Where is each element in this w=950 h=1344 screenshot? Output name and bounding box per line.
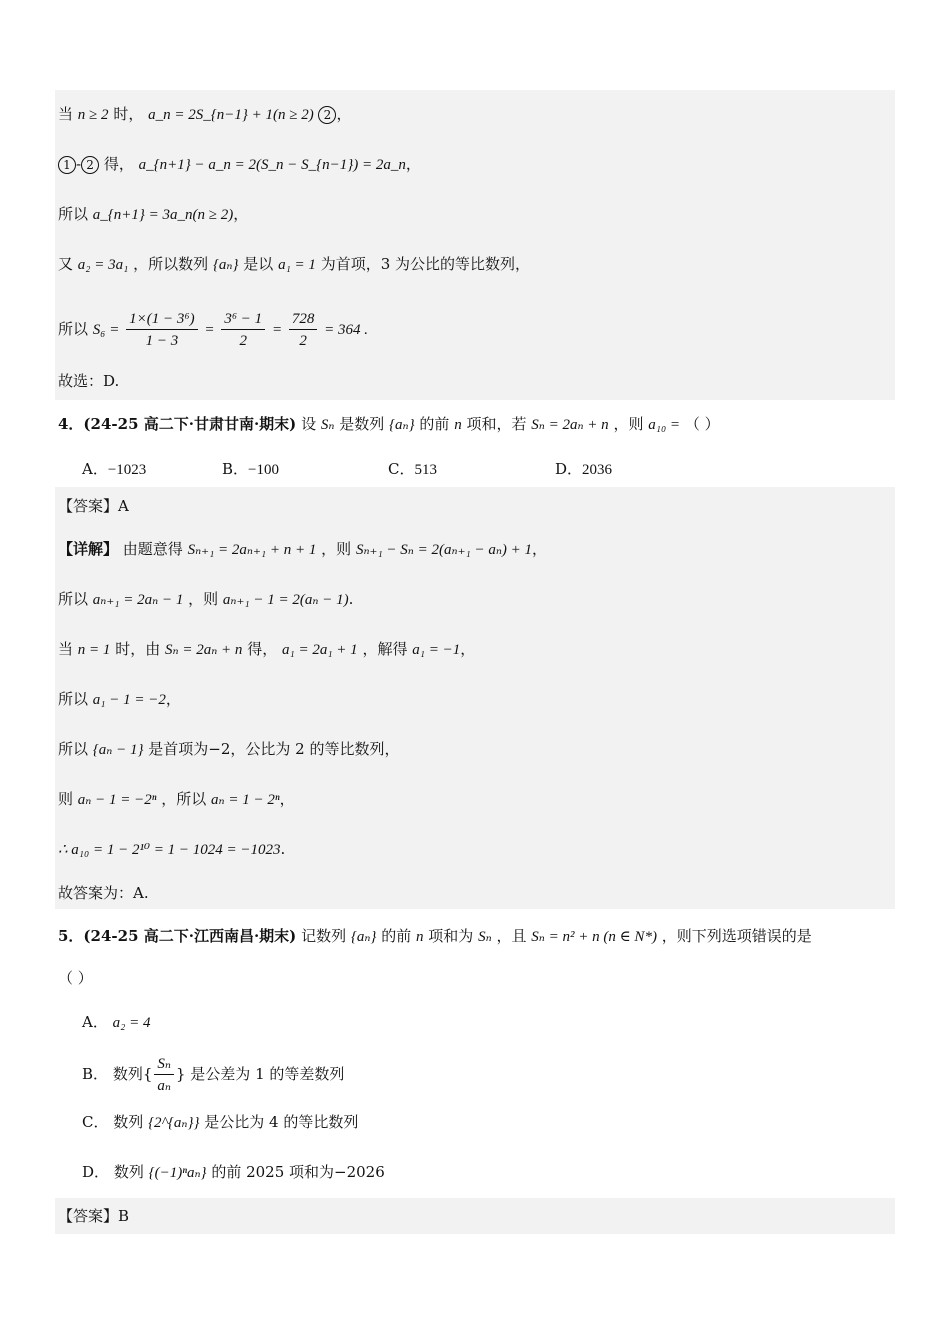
sol4-line-8: 故答案为：A. — [58, 884, 149, 902]
q5-option-c[interactable]: C． 数列 {2^{aₙ}} 是公比为 4 的等比数列 — [82, 1113, 359, 1131]
sol3-line-1: 当 n ≥ 2 时， a_n = 2S_{n−1} + 1(n ≥ 2) 2 ， — [58, 105, 352, 123]
question-5-paren: （ ） — [58, 969, 93, 987]
fraction: $\frac{\text{Sₙ}}{\text{aₙ}}$ — [154, 1054, 174, 1097]
q5-option-a[interactable]: A． a₂ = 4 — [82, 1013, 151, 1031]
fraction: $\frac{728}{2}$ — [289, 309, 318, 352]
question-5-head: 5．(24-25 高二下·江西南昌·期末) — [58, 927, 297, 945]
q4-option-b[interactable]: B．−100 — [222, 460, 279, 478]
sol3-line-5: 所以 S₆ = $\frac{\text{1×(1 − 3⁶)}}{1 - 3}$ = $\frac{\text{3⁶ − 1}}{2}$ = $\frac{728}{2}$ = 364 . — [58, 305, 368, 354]
circled-2-icon: 2 — [81, 156, 99, 174]
q5-option-b[interactable]: B． 数列{ $\frac{\text{Sₙ}}{\text{aₙ}}$ } 是公差为 1 的等差数列 — [82, 1050, 344, 1098]
fraction: $\frac{\text{3⁶ − 1}}{2}$ — [221, 309, 265, 352]
sol4-line-1: 【详解】 由题意得 Sₙ₊₁ = 2aₙ₊₁ + n + 1 ，则 Sₙ₊₁ − Sₙ = 2(aₙ₊₁ − aₙ) + 1， — [58, 540, 548, 558]
sol4-line-2: 所以 aₙ₊₁ = 2aₙ − 1 ，则 aₙ₊₁ − 1 = 2(aₙ − 1). — [58, 590, 354, 608]
sol4-line-3: 当 n = 1 时，由 Sₙ = 2aₙ + n 得， a₁ = 2a₁ + 1 ，解得 a₁ = −1， — [58, 640, 476, 658]
sol4-answer: 【答案】A — [58, 497, 129, 515]
q4-option-d[interactable]: D．2036 — [555, 460, 613, 478]
question-4: 4．(24-25 高二下·甘肃甘南·期末) 设 Sₙ 是数列 {aₙ} 的前 n 项和，若 Sₙ = 2aₙ + n ，则 a₁₀ = （ ） — [58, 415, 720, 433]
q4-option-a[interactable]: A．−1023 — [82, 460, 147, 478]
circled-2-icon: 2 — [318, 106, 336, 124]
sol4-line-4: 所以 a₁ − 1 = −2， — [58, 690, 181, 708]
sol4-line-6: 则 aₙ − 1 = −2ⁿ ，所以 aₙ = 1 − 2ⁿ， — [58, 790, 295, 808]
question-5: 5．(24-25 高二下·江西南昌·期末) 记数列 {aₙ} 的前 n 项和为 Sₙ ，且 Sₙ = n² + n (n ∈ N*) ，则下列选项错误的是 — [58, 927, 812, 945]
q4-option-c[interactable]: C．513 — [388, 460, 437, 478]
sol4-line-5: 所以 {aₙ − 1} 是首项为−2，公比为 2 的等比数列， — [58, 740, 400, 758]
sol3-line-2: 1 - 2 得， a_{n+1} − a_n = 2(S_n − S_{n−1}) = 2a_n， — [58, 153, 421, 176]
sol4-line-7: ∴ a₁₀ = 1 − 2¹⁰ = 1 − 1024 = −1023. — [58, 840, 286, 858]
q5-option-d[interactable]: D． 数列 {(−1)ⁿaₙ} 的前 2025 项和为−2026 — [82, 1163, 385, 1181]
sol3-line-4: 又 a₂ = 3a₁ ，所以数列 {aₙ} 是以 a₁ = 1 为首项，3 为公比的等比数列， — [58, 255, 531, 273]
question-4-head: 4．(24-25 高二下·甘肃甘南·期末) — [58, 415, 297, 433]
solution-5-block — [55, 1198, 895, 1234]
sol5-answer: 【答案】B — [58, 1207, 130, 1225]
sol3-line-3: 所以 a_{n+1} = 3a_n(n ≥ 2)， — [58, 205, 249, 223]
fraction: $\frac{\text{1×(1 − 3⁶)}}{1 - 3}$ — [126, 309, 197, 352]
circled-1-icon: 1 — [58, 156, 76, 174]
sol3-line-6: 故选：D. — [58, 372, 120, 390]
